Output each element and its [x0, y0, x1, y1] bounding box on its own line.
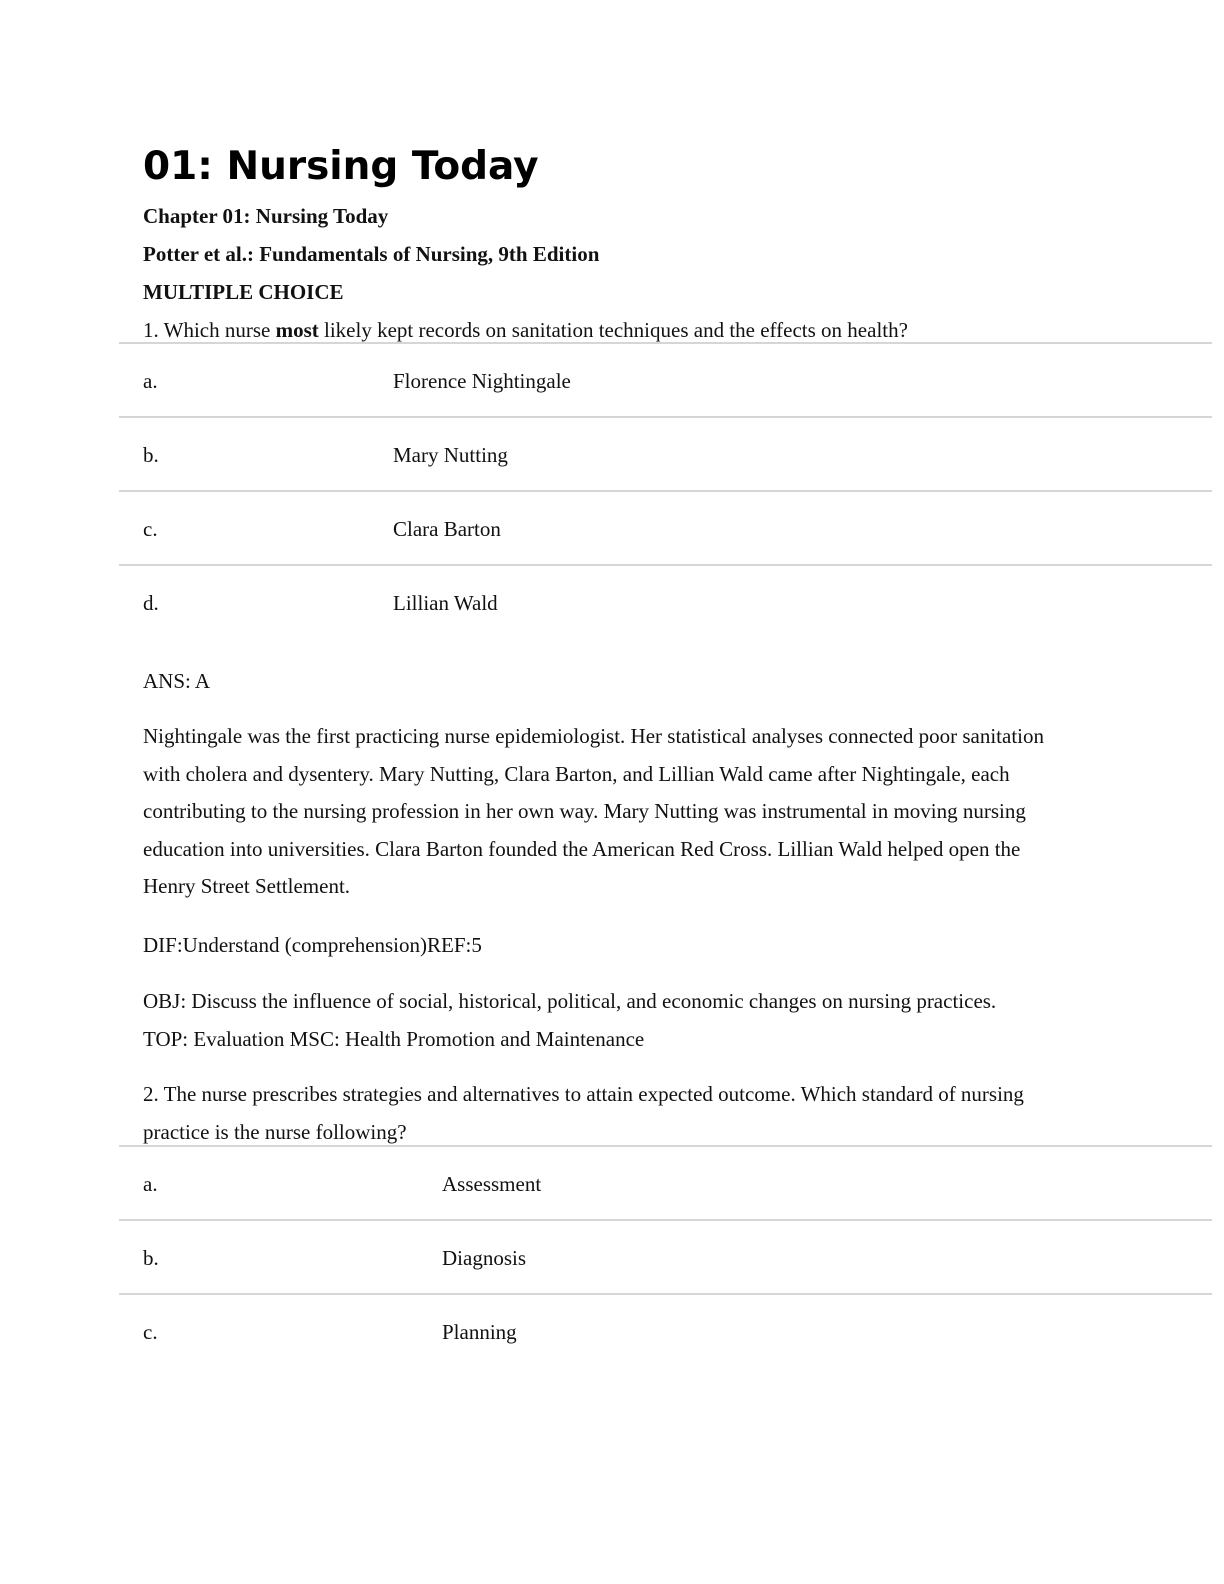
book-heading: Potter et al.: Fundamentals of Nursing, 9th Edition	[143, 242, 600, 266]
option-text: Lillian Wald	[393, 591, 498, 615]
option-row[interactable]	[119, 566, 1212, 638]
section-heading: MULTIPLE CHOICE	[143, 280, 344, 304]
option-row[interactable]	[119, 492, 1212, 566]
question-1-stem-emphasis: most	[275, 318, 319, 342]
page-title: 01: Nursing Today	[143, 144, 539, 189]
option-row[interactable]	[119, 1221, 1212, 1295]
answer-label: ANS: A	[143, 669, 211, 693]
option-text: Planning	[442, 1320, 517, 1344]
option-text: Clara Barton	[393, 517, 501, 541]
question-1-stem-suffix: likely kept records on sanitation techniques and the effects on health?	[318, 318, 908, 342]
option-letter: c.	[143, 1320, 158, 1344]
objective-text: OBJ: Discuss the influence of social, historical, political, and economic changes on nursing practices.	[143, 989, 997, 1013]
question-2-stem: 2. The nurse prescribes strategies and alternatives to attain expected outcome. Which standard of nursing practice is the nurse following?	[143, 1082, 1024, 1144]
topic-msc-text: TOP: Evaluation MSC: Health Promotion and Maintenance	[143, 1027, 645, 1051]
option-row[interactable]	[119, 1295, 1212, 1367]
option-text: Florence Nightingale	[393, 369, 571, 393]
option-row[interactable]	[119, 418, 1212, 492]
option-text: Diagnosis	[442, 1246, 526, 1270]
option-row[interactable]	[119, 344, 1212, 418]
option-row[interactable]	[119, 1147, 1212, 1221]
difficulty-reference: DIF:Understand (comprehension)REF:5	[143, 933, 482, 957]
option-letter: c.	[143, 517, 158, 541]
rationale-paragraph: Nightingale was the first practicing nurse epidemiologist. Her statistical analyses connected poor sanitation with cholera and dysentery. Mary Nutting, Clara Barton, and Lillian Wald came after Nightingale, each contributing to the nursing profession in her own way. Mary Nutting was instrumental in moving nursing education into universities. Clara Barton founded the American Red Cross. Lillian Wald helped open the Henry Street Settlement.	[143, 724, 1045, 898]
option-text: Mary Nutting	[393, 443, 508, 467]
option-letter: b.	[143, 443, 159, 467]
question-1-stem-prefix: 1. Which nurse	[143, 318, 276, 342]
question-2-options	[119, 1145, 1212, 1367]
option-letter: a.	[143, 1172, 158, 1196]
question-1-options	[119, 342, 1212, 638]
option-letter: a.	[143, 369, 158, 393]
chapter-heading: Chapter 01: Nursing Today	[143, 204, 389, 228]
option-letter: b.	[143, 1246, 159, 1270]
option-letter: d.	[143, 591, 159, 615]
option-text: Assessment	[442, 1172, 542, 1196]
